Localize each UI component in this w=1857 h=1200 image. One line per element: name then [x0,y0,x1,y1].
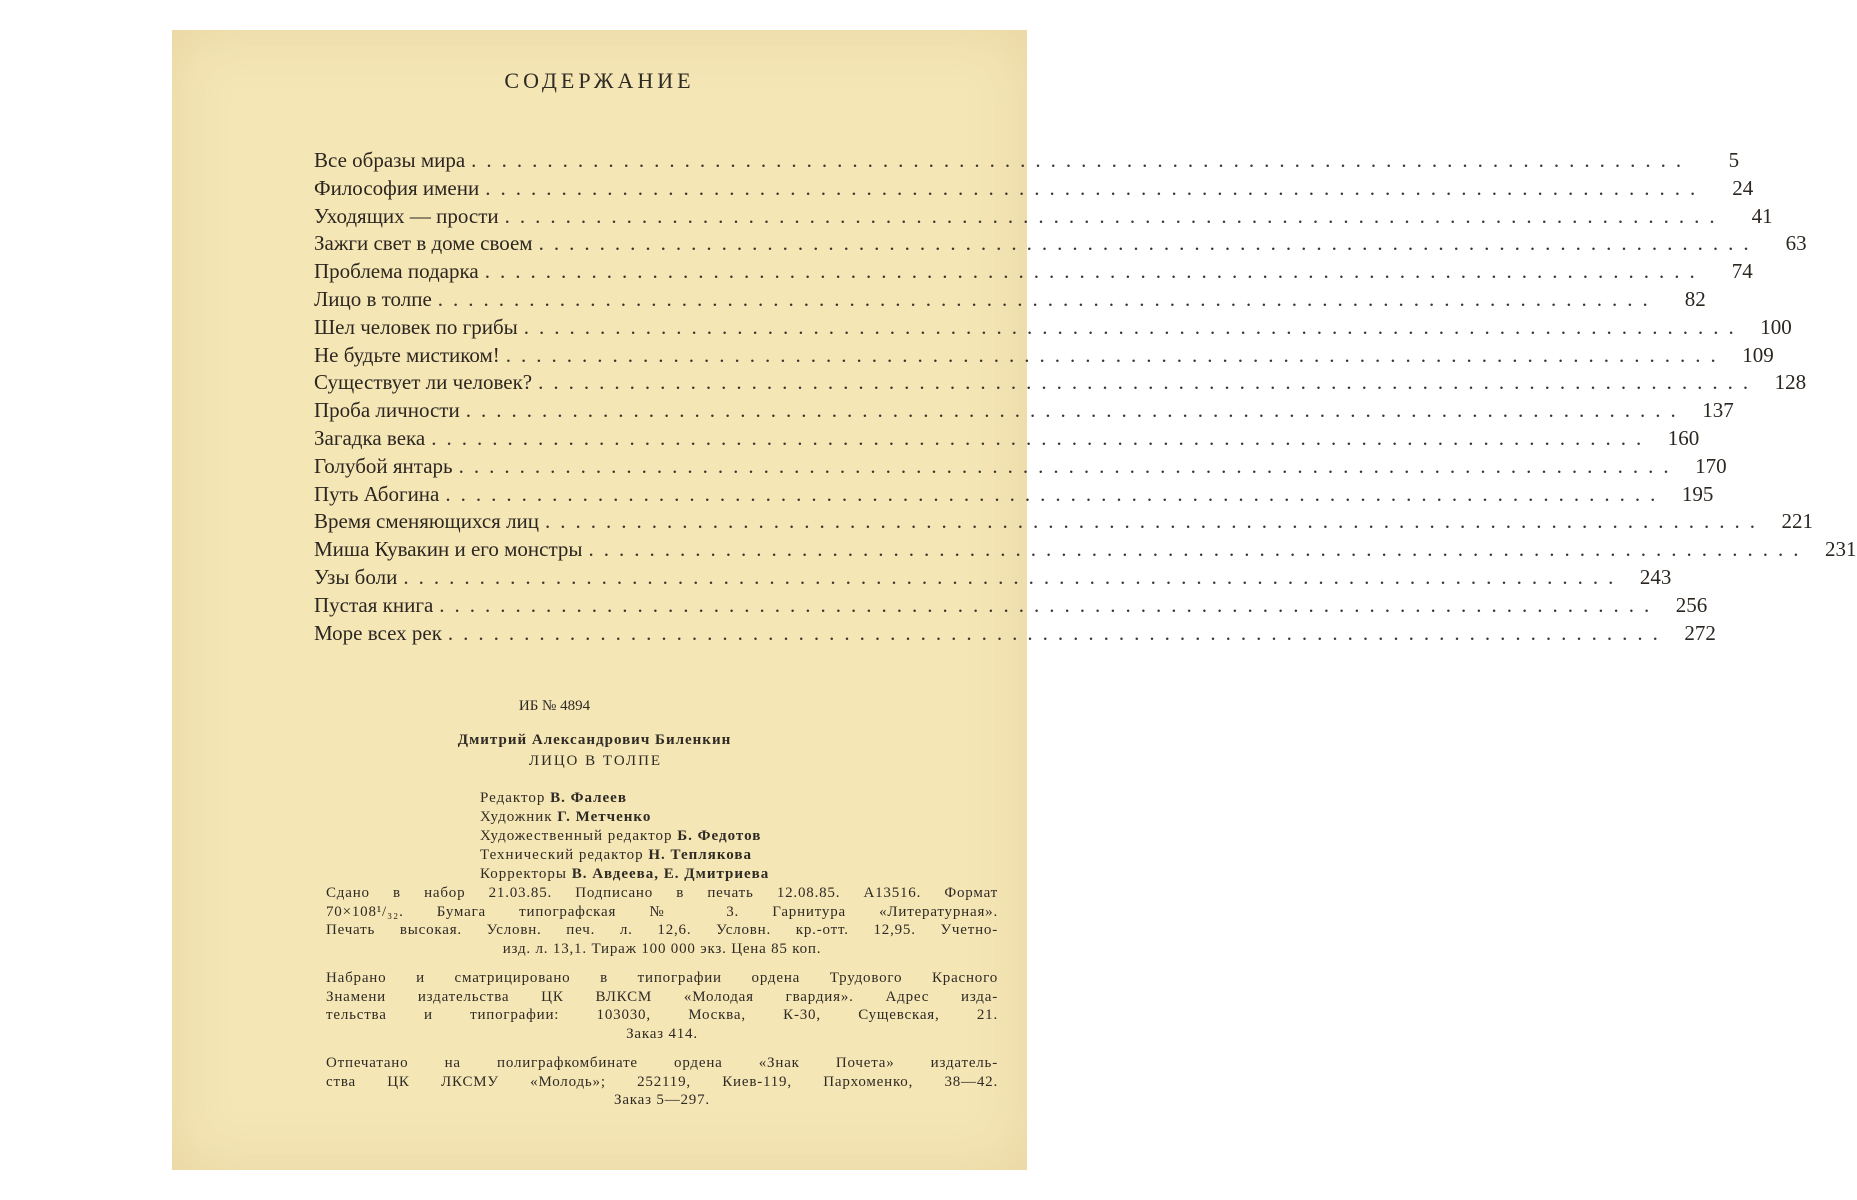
imprint-line: Заказ 414. [626,1025,698,1042]
toc-entry-title: Море всех рек [314,620,442,645]
toc-entry [314,342,1774,371]
imprint-line: Сдано в набор 21.03.85. Подписано в печать 12.08.85. А13516. Формат [326,885,998,901]
toc-entry-page: 109 [1742,342,1774,367]
toc-entry-page: 160 [1667,425,1700,450]
toc-entry [314,564,1672,593]
print-details [326,885,998,959]
toc-leader-dots: ................................................................................ [458,453,1679,478]
toc-leader-dots: ................................................................................ [523,314,1744,339]
imprint-line: Печать высокая. Условн. печ. л. 12,6. Условн. кр.-отт. 12,95. Учетно- [326,922,998,938]
toc-entry-title: Все образы мира [314,148,466,172]
toc-leader-dots: ................................................................................ [538,231,1759,256]
imprint-line: изд. л. 13,1. Тираж 100 000 экз. Цена 85 коп. [502,940,822,957]
toc-entry [314,592,1708,621]
toc-leader-dots: ................................................................................ [465,398,1686,423]
typeset-info [326,970,998,1044]
toc-entry-title: Время сменяющихся лиц [314,509,540,534]
toc-entry-title: Не будьте мистиком! [314,342,500,367]
toc-leader-dots: ................................................................................ [538,370,1759,395]
toc-entry [314,203,1773,232]
toc-entry-page: 63 [1785,231,1807,256]
toc-entry [314,481,1714,510]
imprint-line: Заказ 5—297. [614,1092,710,1108]
toc-entry-title: Проблема подарка [314,259,479,284]
toc-entry-page: 243 [1639,564,1672,589]
toc-entry-page: 100 [1760,314,1792,339]
toc-leader-dots: ................................................................................ [439,592,1660,617]
toc-entry-title: Существует ли человек? [314,370,533,395]
toc-leader-dots: ................................................................................ [471,148,1692,172]
credit-name: В. Авдеева, Е. Дмитриева [571,866,770,882]
toc-entry-page: 41 [1751,203,1773,228]
toc-entry [314,453,1727,482]
credit-role: Художник [480,809,553,825]
imprint-line: 70×108¹/₃₂. Бумага типографская № 3. Гарнитура «Литературная». [326,903,998,920]
table-of-contents [314,148,1857,648]
toc-entry-title: Голубой янтарь [314,453,453,478]
toc-entry [314,370,1807,398]
toc-entry-title: Шел человек по грибы [314,314,518,339]
book-title: ЛИЦО В ТОЛПЕ [528,753,663,769]
toc-leader-dots: ................................................................................ [403,564,1624,589]
toc-entry-title: Зажги свет в доме своем [314,231,533,256]
toc-entry [314,259,1753,287]
toc-entry-title: Уходящих — прости [314,203,499,228]
imprint-line: Набрано и сматрицировано в типографии ордена Трудового Красного [326,970,998,986]
toc-entry-page: 195 [1681,481,1714,506]
toc-entry-title: Пустая книга [314,592,434,617]
toc-leader-dots: ................................................................................ [505,342,1726,367]
toc-leader-dots: ................................................................................ [485,175,1706,200]
toc-entry [314,620,1716,649]
toc-entry [314,231,1807,259]
toc-heading: СОДЕРЖАНИЕ [504,68,695,93]
toc-entry [314,175,1754,204]
imprint-line: Знамени издательства ЦК ВЛКСМ «Молодая гвардия». Адрес изда- [326,988,998,1005]
book-page [172,30,1857,1170]
toc-entry-page: 24 [1732,175,1754,200]
credit-name: Н. Теплякова [648,847,752,863]
author-name: Дмитрий Александрович Биленкин [457,732,732,748]
credit-line [480,828,769,847]
toc-leader-dots: ................................................................................ [437,286,1658,311]
imprint-line: тельства и типографии: 103030, Москва, К-30, Сущевская, 21. [326,1007,998,1023]
toc-leader-dots: ................................................................................ [588,537,1809,562]
printed-info [326,1055,998,1111]
credits-list [480,790,769,885]
credit-name: Г. Метченко [557,809,652,825]
credit-line [480,847,769,866]
toc-leader-dots: ................................................................................ [447,620,1668,645]
toc-entry [314,537,1857,565]
toc-leader-dots: ................................................................................ [484,259,1705,284]
toc-entry-title: Философия имени [314,175,480,200]
credit-role: Технический редактор [480,847,644,863]
ib-number: ИБ № 4894 [518,698,591,714]
toc-entry-title: Узы боли [314,564,398,589]
toc-entry-page: 5 [1728,148,1740,172]
toc-entry-page: 128 [1774,370,1807,395]
toc-entry [314,425,1700,454]
credit-role: Художественный редактор [480,828,673,844]
toc-leader-dots: ................................................................................ [431,425,1652,450]
toc-entry-page: 74 [1731,259,1753,284]
toc-leader-dots: ................................................................................ [445,481,1666,506]
toc-entry-page: 137 [1702,398,1734,423]
toc-entry [314,286,1706,315]
toc-entry-page: 170 [1695,453,1727,478]
toc-entry-page: 231 [1825,537,1857,562]
imprint-line: ства ЦК ЛКСМУ «Молодь»; 252119, Киев-119, Пархоменко, 38—42. [326,1073,998,1090]
toc-entry-page: 82 [1684,286,1706,311]
toc-entry-title: Миша Кувакин и его монстры [314,537,583,562]
credit-role: Корректоры [480,866,567,882]
toc-entry [314,509,1814,537]
credit-line [480,809,769,828]
credit-name: Б. Федотов [677,828,762,844]
toc-entry [314,314,1792,343]
imprint-line: Отпечатано на полиграфкомбинате ордена «Знак Почета» издатель- [326,1055,998,1071]
credit-line [480,790,769,809]
toc-entry-title: Путь Абогина [314,481,440,506]
toc-entry [314,148,1740,176]
toc-entry-page: 221 [1781,509,1814,534]
toc-entry-title: Лицо в толпе [314,286,432,311]
toc-entry-page: 256 [1675,592,1708,617]
credit-line [480,866,769,885]
credit-role: Редактор [480,790,546,806]
toc-leader-dots: ................................................................................ [504,203,1725,228]
toc-entry-title: Проба личности [314,398,460,423]
toc-entry [314,398,1734,426]
toc-entry-title: Загадка века [314,425,426,450]
toc-entry-page: 272 [1684,620,1716,645]
toc-leader-dots: ................................................................................ [545,509,1766,534]
credit-name: В. Фалеев [550,790,627,806]
